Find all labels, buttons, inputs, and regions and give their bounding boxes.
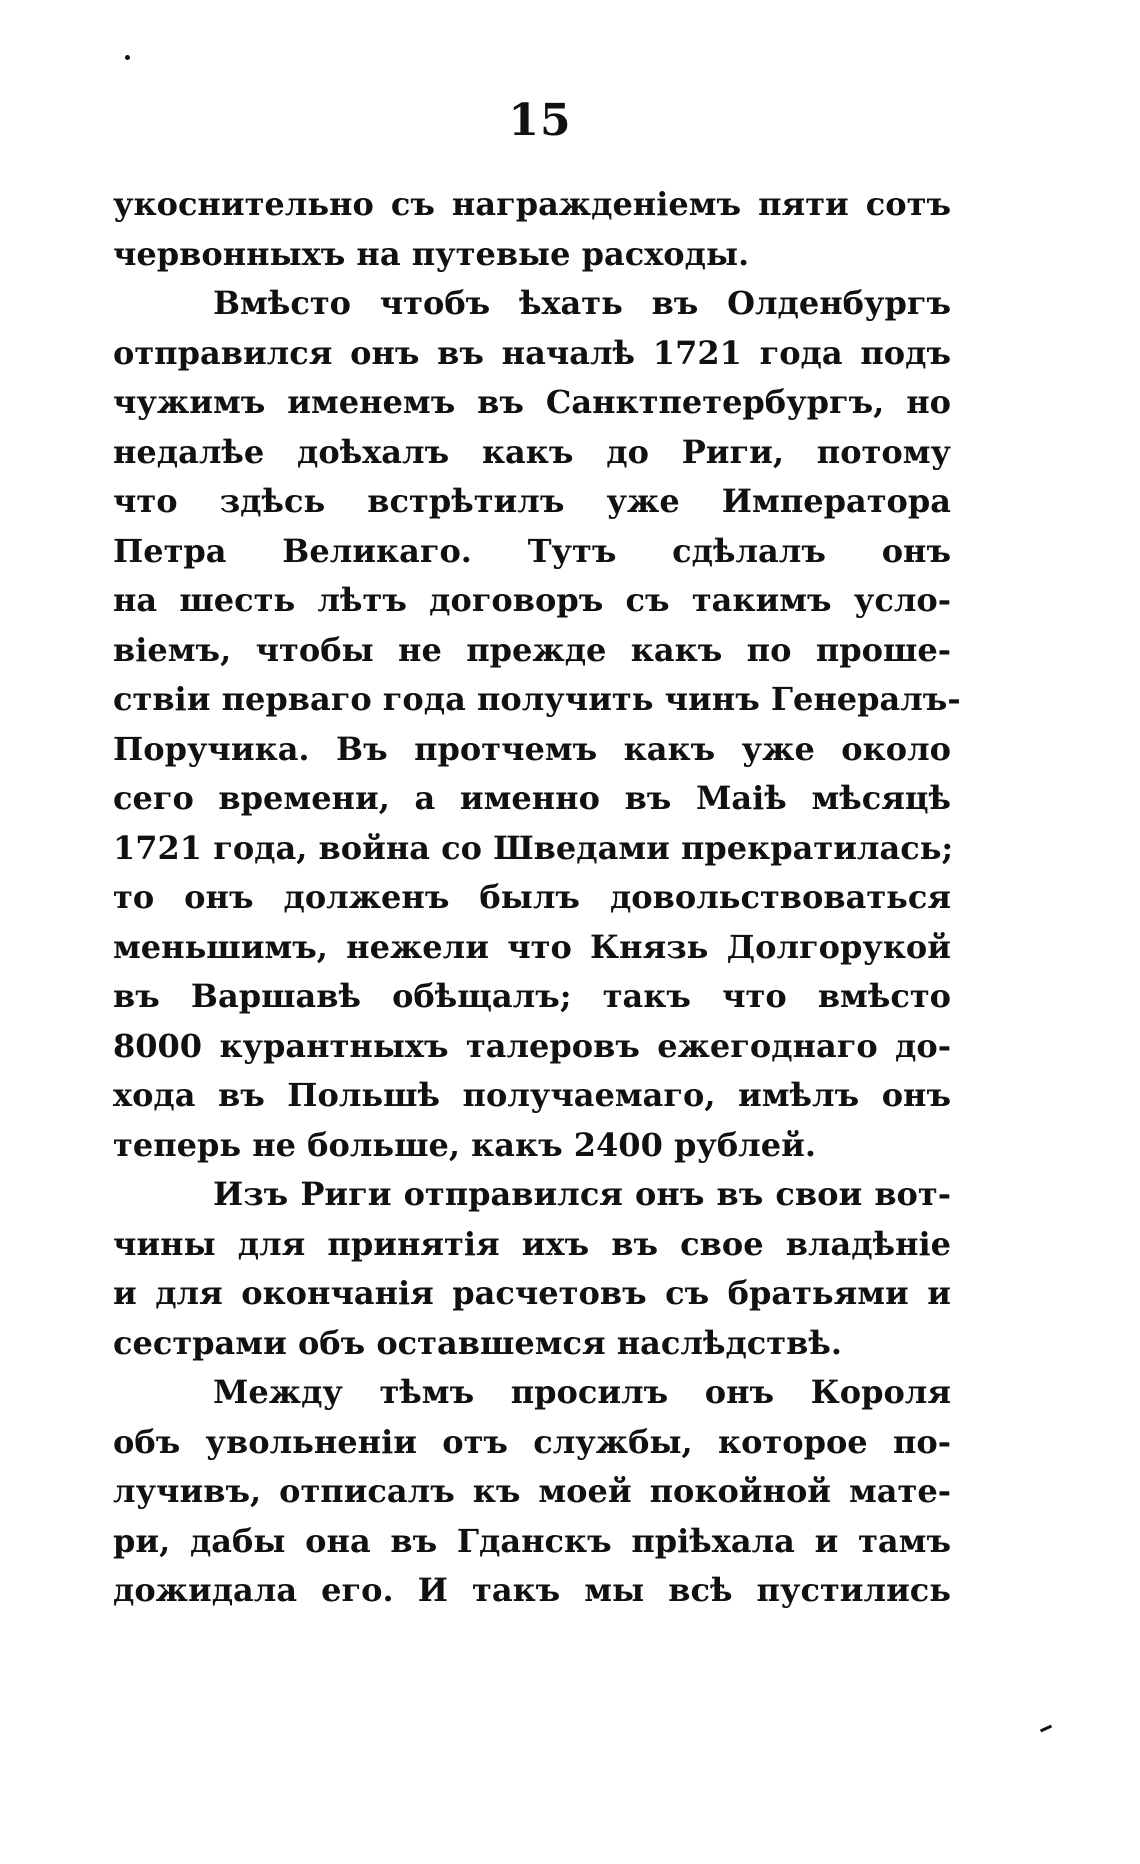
text-line: ствiи перваго года получить чинъ Генералъ- xyxy=(113,680,961,718)
text-line: отправился онъ въ началѣ 1721 года подъ xyxy=(113,333,951,372)
text-line: сестрами объ оставшемся наслѣдствѣ. xyxy=(113,1323,842,1362)
text-line: укоснительно съ награжденiемъ пяти сотъ xyxy=(113,185,951,223)
paragraph xyxy=(113,1368,951,1616)
body-text xyxy=(113,180,961,1616)
text-line: вiемъ, чтобы не прежде какъ по проше- xyxy=(113,630,951,669)
text-line: что здѣсь встрѣтилъ уже Императора xyxy=(113,482,951,520)
page-number: 15 xyxy=(508,95,572,146)
text-line: меньшимъ, нежели что Князь Долгорукой xyxy=(113,927,951,966)
text-line: Петра Великаго. Тутъ сдѣлалъ онъ xyxy=(113,531,951,570)
text-line: объ увольненiи отъ службы, которое по- xyxy=(113,1422,951,1461)
text-line: и для окончанiя расчетовъ съ братьями и xyxy=(113,1274,951,1312)
text-line: теперь не больше, какъ 2400 рублей. xyxy=(113,1125,816,1164)
text-line: ри, дабы она въ Гданскъ прiѣхала и тамъ xyxy=(113,1521,951,1560)
paragraph xyxy=(113,279,961,1170)
text-line: 8000 курантныхъ талеровъ ежегоднаго до- xyxy=(113,1026,951,1065)
paragraph xyxy=(113,1170,951,1368)
text-line: чины для принятiя ихъ въ свое владѣнiе xyxy=(113,1224,951,1263)
ink-speck xyxy=(125,55,130,60)
text-line: недалѣе доѣхалъ какъ до Риги, потому xyxy=(113,432,951,471)
text-line: на шесть лѣтъ договоръ съ такимъ усло- xyxy=(113,581,951,619)
paragraph xyxy=(113,180,951,279)
text-line: Между тѣмъ просилъ онъ Короля xyxy=(213,1373,951,1411)
text-line: Вмѣсто чтобъ ѣхать въ Олденбургъ xyxy=(213,284,951,322)
text-line: чужимъ именемъ въ Санктпетербургъ, но xyxy=(113,383,951,421)
text-line: сего времени, а именно въ Маiѣ мѣсяцѣ xyxy=(113,779,951,817)
text-line: хода въ Польшѣ получаемаго, имѣлъ онъ xyxy=(113,1076,951,1114)
text-line: 1721 года, война со Шведами прекратилась; xyxy=(113,828,954,867)
text-line: въ Варшавѣ обѣщалъ; такъ что вмѣсто xyxy=(113,977,951,1015)
text-line: то онъ долженъ былъ довольствоваться xyxy=(113,878,951,916)
text-line: червонныхъ на путевые расходы. xyxy=(113,234,750,273)
text-line: дожидала его. И такъ мы всѣ пустились xyxy=(113,1571,951,1609)
text-line: Изъ Риги отправился онъ въ свои вот- xyxy=(213,1175,951,1213)
ink-speck xyxy=(1040,1725,1052,1733)
text-line: Поручика. Въ протчемъ какъ уже около xyxy=(113,729,951,768)
text-line: лучивъ, отписалъ къ моей покойной мате- xyxy=(113,1472,951,1510)
